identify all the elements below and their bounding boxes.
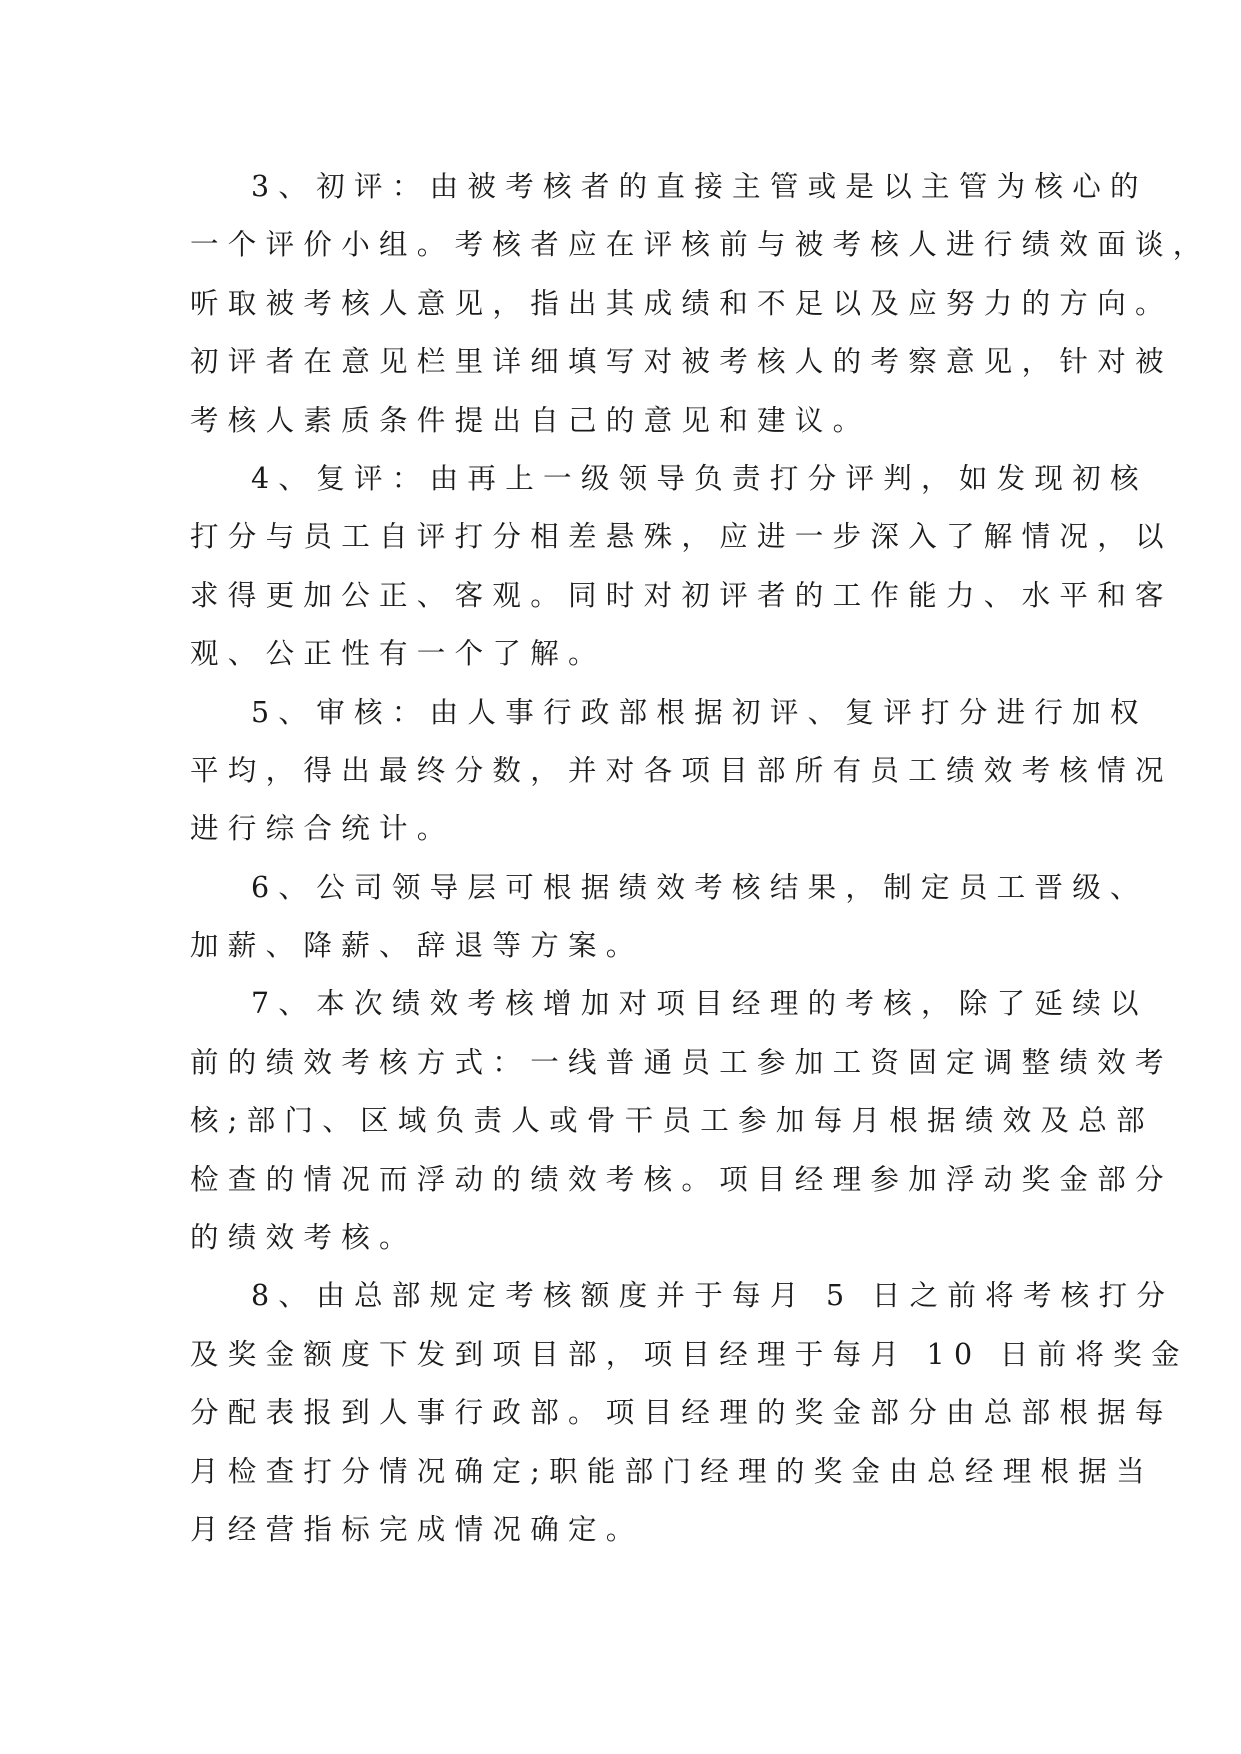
text-line: 听取被考核人意见，指出其成绩和不足以及应努力的方向。 [190, 286, 1173, 320]
text-line: 5、审核：由人事行政部根据初评、复评打分进行加权 [251, 695, 1148, 729]
text-line: 3、初评：由被考核者的直接主管或是以主管为核心的 [251, 170, 1148, 203]
text-line: 考核人素质条件提出自己的意见和建议。 [190, 403, 871, 437]
text-line: 平均，得出最终分数，并对各项目部所有员工绩效考核情况 [190, 753, 1173, 787]
text-line: 7、本次绩效考核增加对项目经理的考核，除了延续以 [251, 987, 1148, 1021]
text-line: 的绩效考核。 [190, 1221, 417, 1255]
text-line: 检查的情况而浮动的绩效考核。项目经理参加浮动奖金部分 [190, 1162, 1173, 1196]
text-line: 核;部门、区域负责人或骨干员工参加每月根据绩效及总部 [190, 1104, 1154, 1138]
text-line: 初评者在意见栏里详细填写对被考核人的考察意见，针对被 [190, 345, 1173, 379]
paragraph-second-review [190, 450, 1173, 684]
text-line: 6、公司领导层可根据绩效考核结果，制定员工晋级、 [251, 870, 1148, 904]
text-line: 进行综合统计。 [190, 812, 455, 846]
text-line: 月检查打分情况确定;职能部门经理的奖金由总经理根据当 [190, 1454, 1154, 1488]
paragraph-audit [190, 684, 1173, 859]
paragraph-initial-review [190, 158, 1211, 450]
text-line: 4、复评：由再上一级领导负责打分评判，如发现初核 [251, 461, 1148, 495]
text-line: 打分与员工自评打分相差悬殊，应进一步深入了解情况，以 [190, 520, 1173, 554]
paragraph-project-manager-review [190, 975, 1173, 1267]
text-line: 观、公正性有一个了解。 [190, 637, 606, 671]
text-line: 求得更加公正、客观。同时对初评者的工作能力、水平和客 [190, 578, 1173, 612]
text-line: 8、由总部规定考核额度并于每月 5 日之前将考核打分 [251, 1279, 1175, 1313]
text-line: 加薪、降薪、辞退等方案。 [190, 929, 644, 963]
document-body [190, 158, 1211, 1559]
text-line: 一个评价小组。考核者应在评核前与被考核人进行绩效面谈， [190, 228, 1211, 262]
paragraph-leadership [190, 859, 1148, 976]
text-line: 月经营指标完成情况确定。 [190, 1512, 644, 1546]
text-line: 前的绩效考核方式：一线普通员工参加工资固定调整绩效考 [190, 1045, 1173, 1079]
text-line: 及奖金额度下发到项目部，项目经理于每月 10 日前将奖金 [190, 1337, 1189, 1371]
paragraph-bonus-schedule [190, 1267, 1189, 1559]
text-line: 分配表报到人事行政部。项目经理的奖金部分由总部根据每 [190, 1396, 1173, 1430]
